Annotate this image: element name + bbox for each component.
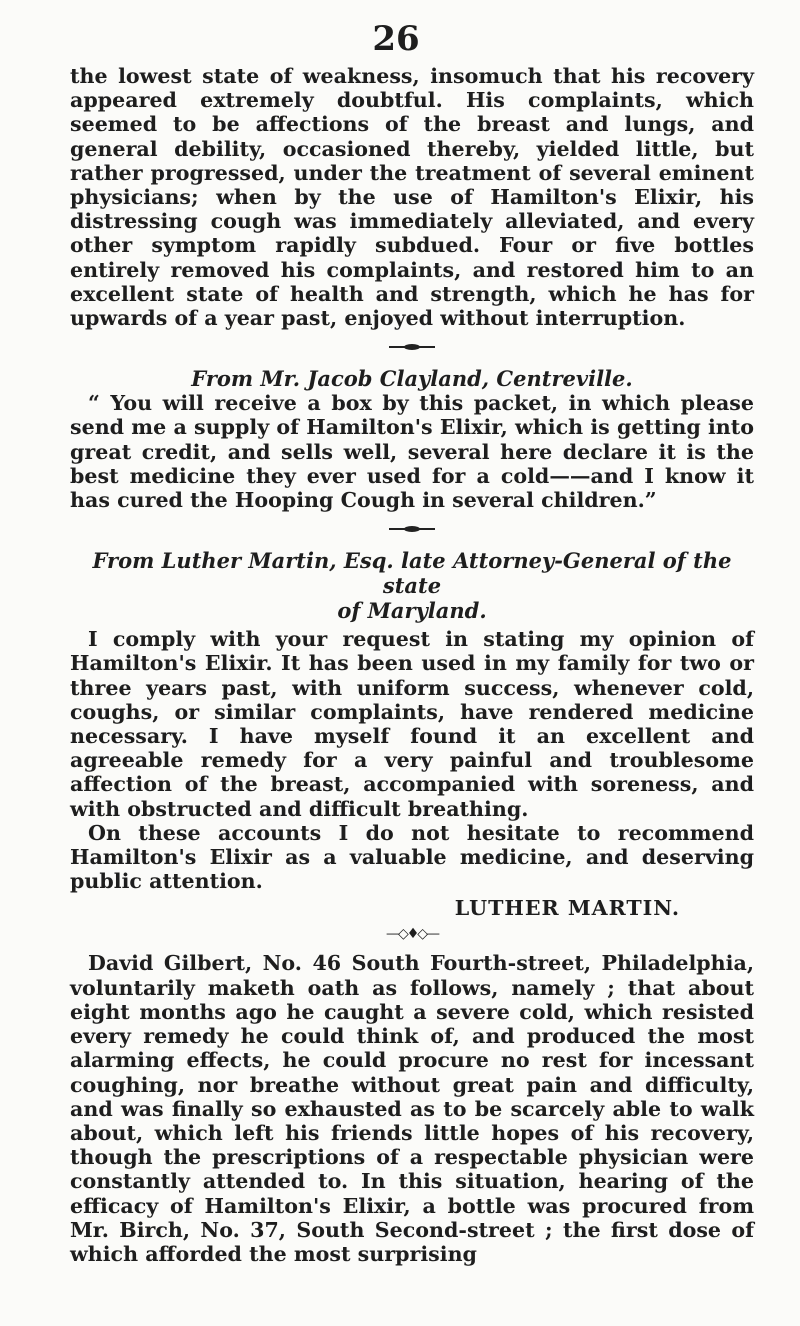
- signature-luther-martin: LUTHER MARTIN.: [454, 896, 680, 921]
- testimonial-heading-clayland: From Mr. Jacob Clayland, Centreville.: [191, 366, 633, 392]
- testimonial-clayland-text: “ You will receive a box by this packet, in which please send me a supply of Hamilton's Elixir, which is getting into great credit, and sells well, several here declare it is the best medicine they ever used for a cold——and I know it has cured the Hooping Cough in several children.”: [70, 391, 754, 513]
- section-divider: [389, 346, 435, 348]
- section-divider: [389, 528, 435, 530]
- testimonial-martin-text-2: On these accounts I do not hesitate to recommend Hamilton's Elixir as a valuable medicine, and deserving public attention.: [70, 820, 754, 894]
- testimonial-heading-martin: From Luther Martin, Esq. late Attorney-General of the state: [92, 548, 732, 599]
- paragraph-continued: the lowest state of weakness, insomuch that his recovery appeared extremely doubtful. His complaints, which seemed to be affections of the breast and lungs, and general debility, occasioned thereby, yielded little, but rather progressed, under the treatment of several eminent physicians; when by the use of Hamilton's Elixir, his distressing cough was immediately alleviated, and every other symptom rapidly subdued. Four or five bottles entirely removed his complaints, and restored him to an excellent state of health and strength, which he has for upwards of a year past, enjoyed without interruption.: [70, 64, 754, 331]
- testimonial-martin-text: I comply with your request in stating my opinion of Hamilton's Elixir. It has been used in my family for two or three years past, with uniform success, whenever cold, coughs, or similar complaints, have rendered medicine necessary. I have myself found it an excellent and agreeable remedy for a very painful and troublesome affection of the breast, accompanied with soreness, and with obstructed and difficult breathing.: [70, 627, 754, 821]
- ornament-divider: —◇♦◇—: [385, 926, 439, 943]
- testimonial-heading-martin-cont: of Maryland.: [337, 598, 487, 624]
- document-page: [70, 0, 754, 1326]
- page-number: 26: [372, 19, 420, 59]
- affidavit-gilbert-text: David Gilbert, No. 46 South Fourth-street, Philadelphia, voluntarily maketh oath as follows, namely ; that about eight months ago he caught a severe cold, which resisted every remedy he could think of, and produced the most alarming effects, he could procure no rest for incessant coughing, nor breathe without great pain and difficulty, and was finally so exhausted as to be scarcely able to walk about, which left his friends little hopes of his recovery, though the prescriptions of a respectable physician were constantly attended to. In this situation, hearing of the efficacy of Hamilton's Elixir, a bottle was procured from Mr. Birch, No. 37, South Second-street ; the first dose of which afforded the most surprising: [70, 951, 754, 1266]
